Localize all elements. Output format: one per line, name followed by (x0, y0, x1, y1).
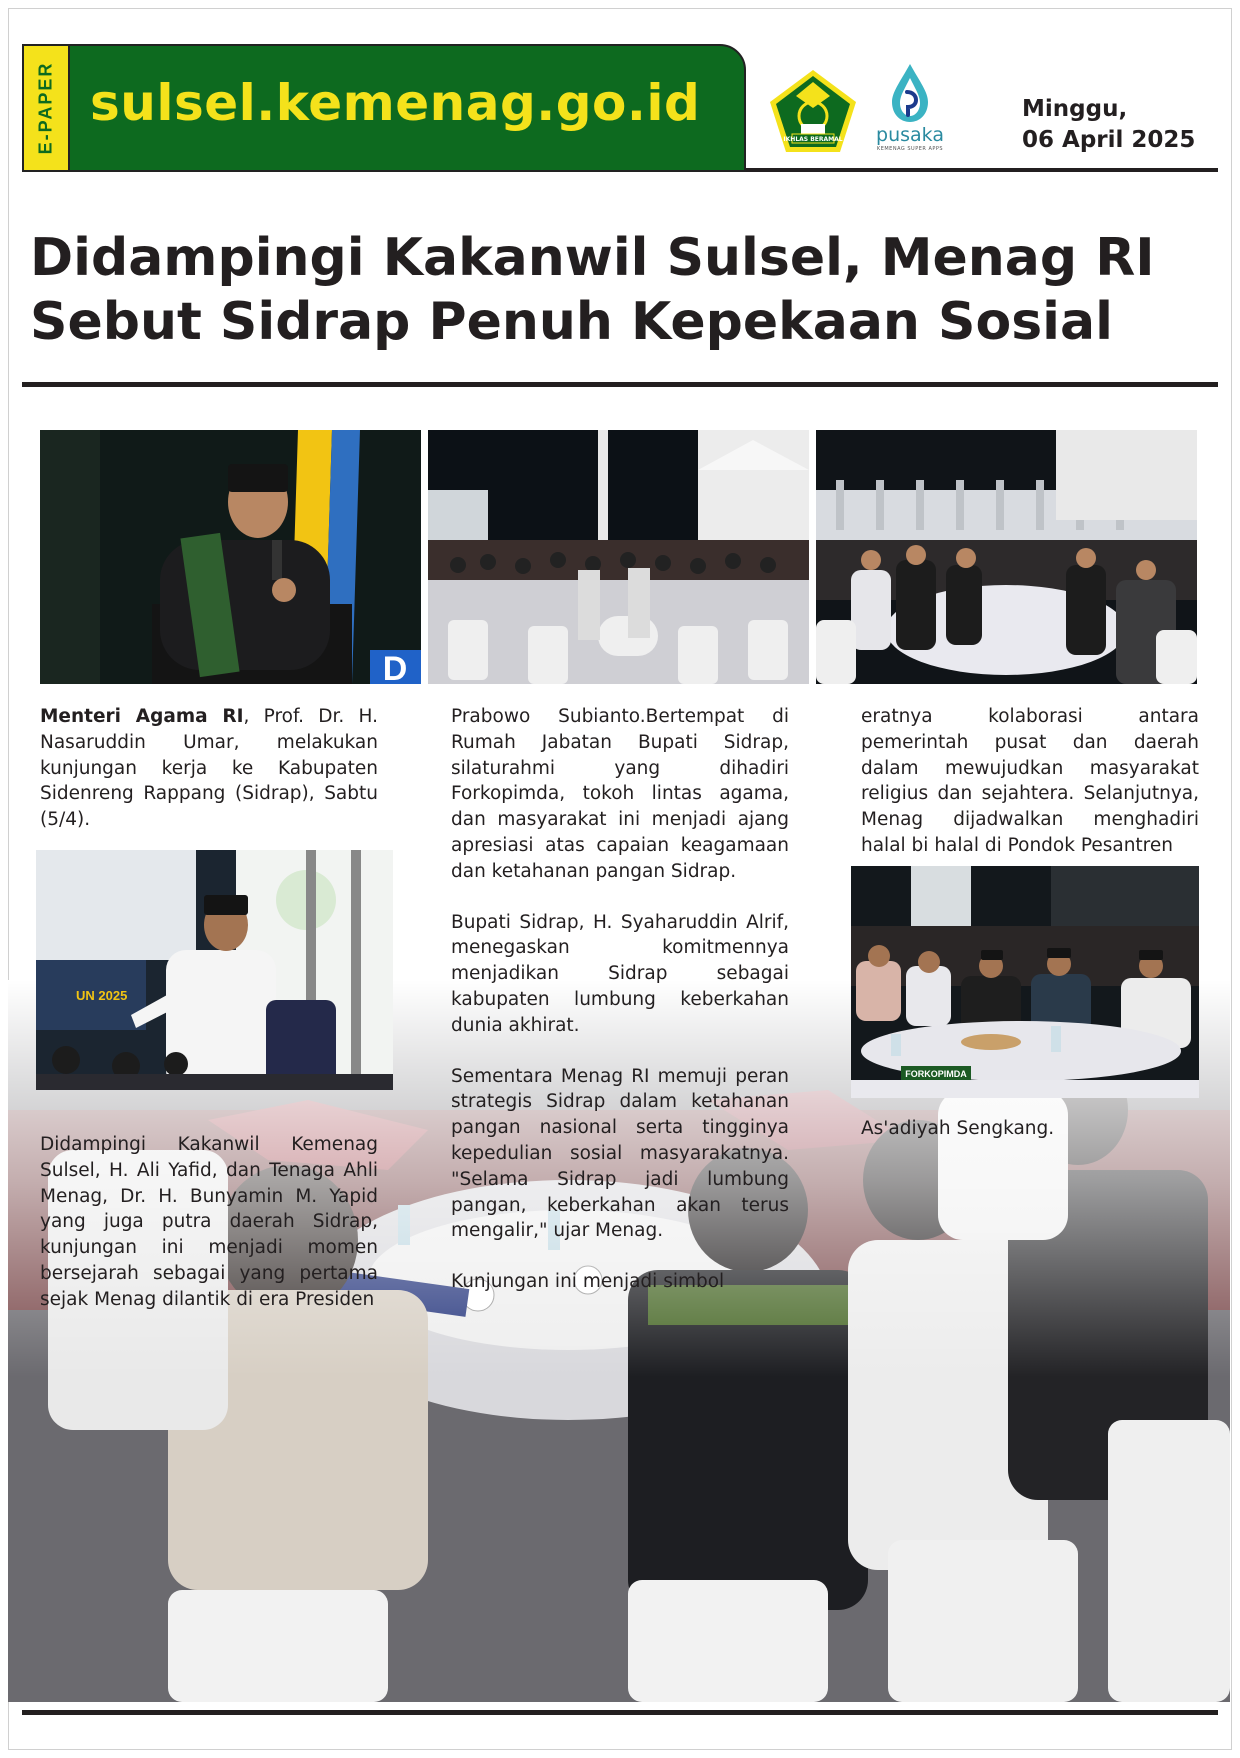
pusaka-name: pusaka (876, 124, 944, 146)
headline-rule (22, 382, 1218, 387)
site-name[interactable]: sulsel.kemenag.go.id (90, 74, 701, 132)
kemenag-logo (768, 68, 858, 154)
article-column-3 (861, 704, 1199, 884)
article-column-1-bottom (40, 1132, 378, 1338)
col2-para-3: Sementara Menag RI memuji peran strategis Sidrap dalam ketahanan pangan nasional serta tingginya kepedulian sosial masyarakatnya. "Selama Sidrap jadi lumbung pangan, keberkahan akan terus mengalir," ujar Menag. (451, 1065, 789, 1242)
photo5-banner-text: UN 2025 (76, 988, 128, 1003)
pusaka-logo (870, 62, 950, 158)
date-block (1022, 94, 1195, 156)
col1-para-1: , Prof. Dr. H. Nasaruddin Umar, melakukan kunjungan kerja ke Kabupaten Sidenreng Rappang (Sidrap), Sabtu (5/4). (40, 706, 378, 831)
col3-para-1: eratnya kolaborasi antara pemerintah pusat dan daerah dalam mewujudkan masyarakat religius dan sejahtera. Selanjutnya, Menag dijadwalkan menghadiri halal bi halal di Pondok Pesantren (861, 706, 1199, 856)
date-full: 06 April 2025 (1022, 127, 1196, 153)
col2-para-4: Kunjungan ini menjadi simbol (451, 1271, 725, 1293)
photo-crowd-standing (428, 430, 809, 684)
epaper-tab (24, 46, 70, 170)
kemenag-emblem-icon (768, 68, 858, 154)
date-day: Minggu, (1022, 96, 1128, 122)
col3-tail: As'adiyah Sengkang. (861, 1118, 1055, 1139)
photo-minister-speaking (40, 430, 421, 684)
article-column-2 (451, 704, 789, 1320)
col1-lead: Menteri Agama RI (40, 706, 244, 727)
pusaka-drop-icon (870, 62, 950, 124)
photo1-sign-letter: D (382, 650, 408, 684)
col2-para-1: Prabowo Subianto.Bertempat di Rumah Jabatan Bupati Sidrap, silaturahmi yang dihadiri Forkopimda, tokoh lintas agama, dan masyarakat ini menjadi ajang apresiasi atas capaian keagamaan dan ketahanan pangan Sidrap. (451, 706, 789, 882)
masthead-banner (22, 44, 746, 172)
article-headline (30, 226, 1210, 354)
col2-para-2: Bupati Sidrap, H. Syaharuddin Alrif, menegaskan komitmennya menjadikan Sidrap sebagai kabupaten lumbung keberkahan dunia akhirat. (451, 911, 789, 1036)
headline-line-1: Didampingi Kakanwil Sulsel, Menag RI (30, 228, 1155, 288)
photo-forkopimda-table (851, 866, 1199, 1098)
col1-para-2: Didampingi Kakanwil Kemenag Sulsel, H. Ali Yafid, dan Tenaga Ahli Menag, Dr. H. Bunyamin M. Yapid yang juga putra daerah Sidrap, kunjungan ini menjadi momen bersejarah sebagai yang pertama sejak Menag dilantik di era Presiden (40, 1134, 378, 1310)
headline-line-2: Sebut Sidrap Penuh Kepekaan Sosial (30, 292, 1113, 352)
epaper-label: E-PAPER (35, 61, 56, 155)
photo-regent-speaking (36, 850, 393, 1090)
photo4-sign-text: FORKOPIMDA (905, 1069, 967, 1079)
article-column-1-top (40, 704, 378, 858)
kemenag-motto: IKHLAS BERAMAL (783, 136, 843, 143)
pusaka-tagline: KEMENAG SUPER APPS (876, 146, 944, 152)
header-rule (746, 168, 1218, 172)
bottom-rule (22, 1710, 1218, 1715)
photo-head-table (816, 430, 1197, 684)
